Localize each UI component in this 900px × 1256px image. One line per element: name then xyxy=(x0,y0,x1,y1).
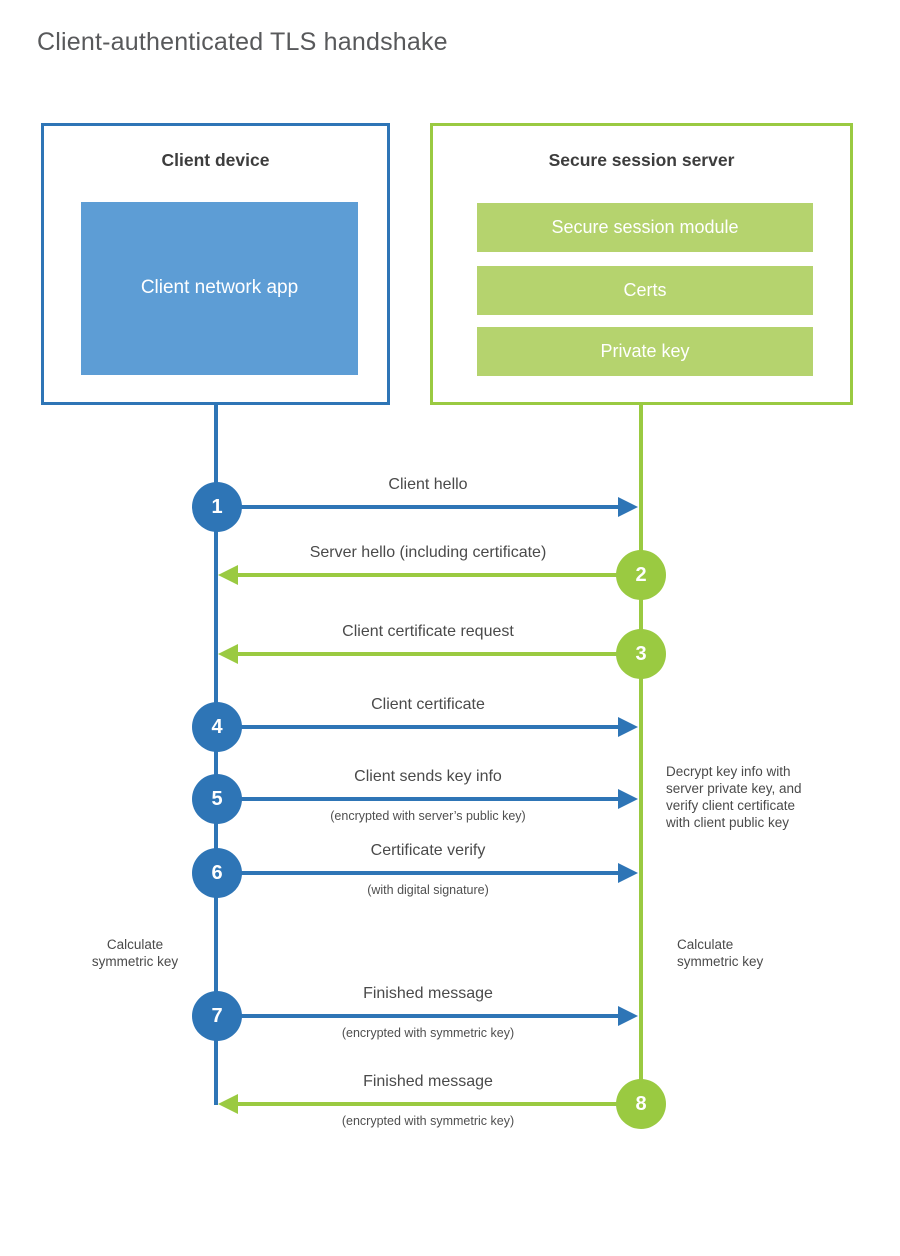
arrow-line xyxy=(218,505,618,509)
step-number-badge: 1 xyxy=(192,482,242,532)
note-line: Calculate xyxy=(106,937,164,952)
step-number-badge: 6 xyxy=(192,848,242,898)
arrowhead-right-icon xyxy=(618,497,638,517)
note-line: Decrypt key info with xyxy=(666,764,791,779)
calculate-symmetric-key-note-client xyxy=(80,936,190,970)
message-sublabel: (with digital signature) xyxy=(367,883,489,897)
arrowhead-right-icon xyxy=(618,717,638,737)
arrow-line xyxy=(218,797,618,801)
message-label: Finished message xyxy=(363,1073,493,1090)
decrypt-key-info-note xyxy=(666,763,836,831)
step-number-badge: 3 xyxy=(616,629,666,679)
arrow-line xyxy=(238,573,642,577)
arrow-line xyxy=(218,725,618,729)
note-line: Calculate xyxy=(677,937,734,952)
step-number-badge: 8 xyxy=(616,1079,666,1129)
secure-session-server-title: Secure session server xyxy=(548,150,735,170)
server-lifeline xyxy=(639,404,643,1105)
note-line: verify client certificate xyxy=(666,798,796,813)
note-line: symmetric key xyxy=(91,954,179,969)
client-network-app-module xyxy=(81,202,358,375)
message-sublabel: (encrypted with server’s public key) xyxy=(330,809,526,823)
arrow-line xyxy=(218,1014,618,1018)
arrowhead-right-icon xyxy=(618,789,638,809)
secure-session-server-box xyxy=(430,123,853,405)
client-network-app-label: Client network app xyxy=(140,277,299,299)
note-line: server private key, and xyxy=(666,781,802,796)
secure-session-module-bar: Secure session module xyxy=(477,203,813,252)
note-line: with client public key xyxy=(666,815,790,830)
message-label: Finished message xyxy=(363,985,493,1002)
message-label: Server hello (including certificate) xyxy=(309,544,547,561)
arrowhead-left-icon xyxy=(218,565,238,585)
calculate-symmetric-key-note-server xyxy=(677,936,807,970)
message-label: Client hello xyxy=(388,476,468,493)
step-number-badge: 5 xyxy=(192,774,242,824)
arrow-line xyxy=(238,652,642,656)
arrowhead-right-icon xyxy=(618,863,638,883)
arrow-line xyxy=(218,871,618,875)
note-line: symmetric key xyxy=(677,954,764,969)
message-sublabel: (encrypted with symmetric key) xyxy=(341,1114,515,1128)
step-number-badge: 7 xyxy=(192,991,242,1041)
message-label: Client certificate request xyxy=(342,623,514,640)
page-title: Client-authenticated TLS handshake xyxy=(37,28,448,56)
message-label: Certificate verify xyxy=(370,842,486,859)
step-number-badge: 2 xyxy=(616,550,666,600)
arrow-line xyxy=(238,1102,642,1106)
step-number-badge: 4 xyxy=(192,702,242,752)
certs-bar: Certs xyxy=(477,266,813,315)
client-device-title: Client device xyxy=(161,150,270,170)
arrowhead-left-icon xyxy=(218,1094,238,1114)
message-label: Client sends key info xyxy=(354,768,502,785)
arrowhead-left-icon xyxy=(218,644,238,664)
message-label: Client certificate xyxy=(371,696,485,713)
arrowhead-right-icon xyxy=(618,1006,638,1026)
message-sublabel: (encrypted with symmetric key) xyxy=(341,1026,515,1040)
client-device-box xyxy=(41,123,390,405)
private-key-bar: Private key xyxy=(477,327,813,376)
